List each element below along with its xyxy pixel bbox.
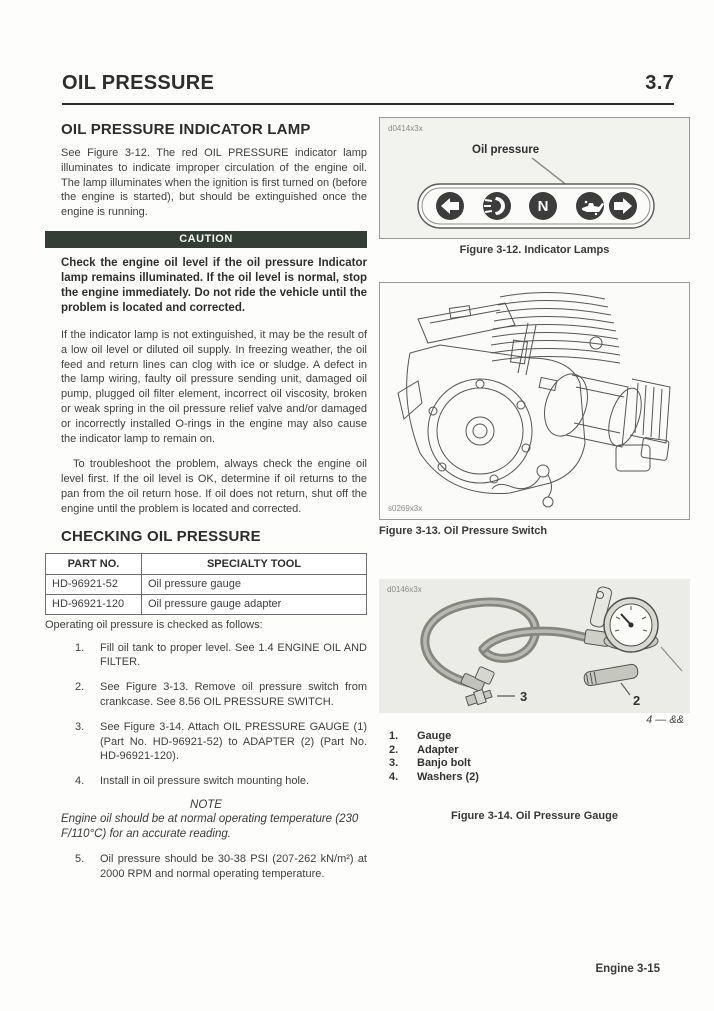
callout-2-label: 2 — [633, 693, 641, 708]
table-header-row — [46, 553, 367, 574]
caution-text: Check the engine oil level if the oil pressure Indicator lamp remains illuminated. If the oil level is normal, stop the engine immediately. Do not ride the vehicle until the problem is located and corrected. — [61, 256, 367, 314]
step-text: Install in oil pressure switch mounting hole. — [100, 775, 310, 788]
procedure-step-5 — [75, 852, 367, 882]
oil-pressure-gauge-drawing — [379, 579, 690, 713]
paragraph-indicator-lamp-1: See Figure 3-12. The red OIL PRESSURE indicator lamp illuminates to indicate improper circulation of the engine oil. The lamp illuminates when the ignition is first turned on (before the engine is started), but should be extinguished once the engine is running. — [61, 147, 367, 219]
legend-label: Banjo bolt — [417, 757, 471, 769]
procedure-intro: Operating oil pressure is checked as follows: — [45, 618, 263, 631]
figure-3-14-caption: Figure 3-14. Oil Pressure Gauge — [451, 810, 618, 822]
left-turn-indicator-icon — [436, 192, 464, 220]
legend-label: Washers (2) — [417, 770, 479, 783]
legend-item — [389, 730, 690, 744]
paragraph-indicator-lamp-2: If the indicator lamp is not extinguished, it may be the result of a low oil level or diluted oil supply. In freezing weather, the oil feed and return lines can clog with ice or sludge. A defect in the lamp wiring, faulty oil pressure sending unit, damaged oil pump, plugged oil filter element, incorrect oil viscosity, broken or weak spring in the oil pressure relief valve and/or damaged or incorrectly installed O-rings in the engine may also cause the indicator lamp to remain on. — [61, 328, 367, 445]
indicator-lamp-cluster-drawing — [380, 118, 689, 238]
legend-number: 2. — [389, 743, 399, 756]
figure-3-14-legend — [389, 730, 690, 784]
procedure-step-4 — [75, 774, 367, 789]
figure-code: s0269x3x — [388, 504, 423, 513]
step-number: 3. — [75, 720, 85, 733]
paragraph-troubleshoot: To troubleshoot the problem, always check the engine oil level first. If the oil level is OK, determine if oil returns to the pan from the oil return hose. If oil does not return, shut off the engine until the problem is located and corrected. — [61, 458, 367, 515]
table-row — [46, 594, 367, 614]
legend-label: Gauge — [417, 730, 452, 742]
procedure-step-2 — [75, 680, 367, 710]
table-cell-tool: Oil pressure gauge — [142, 574, 367, 594]
legend-number: 1. — [389, 730, 399, 742]
table-header-part-no: PART NO. — [46, 553, 142, 574]
specialty-tool-table — [45, 553, 367, 615]
right-column — [379, 117, 690, 892]
figure-3-12-caption: Figure 3-12. Indicator Lamps — [459, 244, 610, 256]
step-number: 4. — [75, 775, 85, 788]
table-row — [46, 574, 367, 594]
figure-3-14-oil-pressure-gauge — [379, 579, 690, 713]
procedure-step-1 — [75, 641, 367, 671]
procedure-step-3 — [75, 720, 367, 764]
figure-code: d0414x3x — [388, 124, 423, 133]
caution-banner — [45, 231, 367, 248]
step-text: Oil pressure should be 30-38 PSI (207-262 kN/m²) at 2000 RPM and normal operating temperature. — [100, 852, 367, 880]
callout-4-label: 4 — && — [646, 714, 684, 726]
oil-pressure-callout-label: Oil pressure — [472, 144, 540, 156]
content-columns — [45, 117, 690, 892]
step-number: 5. — [75, 852, 85, 865]
legend-label: Adapter — [417, 743, 459, 756]
step-number: 2. — [75, 681, 85, 694]
page-footer: Engine 3-15 — [595, 963, 660, 975]
figure-3-12-indicator-lamps — [379, 117, 690, 239]
page-header — [62, 72, 674, 105]
figure-3-13-oil-pressure-switch — [379, 282, 690, 520]
left-column — [45, 117, 367, 892]
page-title: OIL PRESSURE — [62, 72, 215, 94]
figure-3-13-caption: Figure 3-13. Oil Pressure Switch — [379, 525, 548, 537]
step-text: See Figure 3-14. Attach OIL PRESSURE GAUGE (1) (Part No. HD-96921-52) to ADAPTER (2) (Part No. HD-96921-120). — [100, 720, 367, 763]
svg-text:N: N — [537, 198, 549, 215]
legend-number: 4. — [389, 770, 399, 783]
section-number: 3.7 — [645, 72, 674, 94]
table-cell-tool: Oil pressure gauge adapter — [142, 594, 367, 614]
step-text: Fill oil tank to proper level. See 1.4 ENGINE OIL AND FILTER. — [100, 641, 367, 669]
caution-banner-label: CAUTION — [179, 232, 233, 245]
oil-pressure-indicator-icon — [576, 192, 604, 220]
callout-3-label: 3 — [520, 689, 528, 704]
legend-item — [389, 744, 690, 758]
neutral-indicator-icon — [529, 192, 557, 220]
figure-code: d0146x3x — [387, 585, 422, 594]
legend-item — [389, 757, 690, 771]
step-number: 1. — [75, 641, 85, 654]
high-beam-icon — [483, 192, 511, 220]
table-cell-part-no: HD-96921-120 — [46, 594, 142, 614]
right-turn-indicator-icon — [609, 192, 637, 220]
note-label: NOTE — [190, 798, 222, 811]
note-text: Engine oil should be at normal operating temperature (230 F/110°C) for an accurate reading. — [61, 812, 359, 840]
table-header-specialty-tool: SPECIALTY TOOL — [142, 553, 367, 574]
section-heading-checking-oil-pressure: CHECKING OIL PRESSURE — [61, 527, 261, 545]
legend-number: 3. — [389, 757, 399, 769]
table-cell-part-no: HD-96921-52 — [46, 574, 142, 594]
section-heading-indicator-lamp: OIL PRESSURE INDICATOR LAMP — [61, 121, 311, 138]
engine-crankcase-drawing — [380, 283, 687, 519]
legend-item — [389, 771, 690, 785]
step-text: See Figure 3-13. Remove oil pressure switch from crankcase. See 8.56 OIL PRESSURE SWITCH. — [100, 681, 367, 708]
